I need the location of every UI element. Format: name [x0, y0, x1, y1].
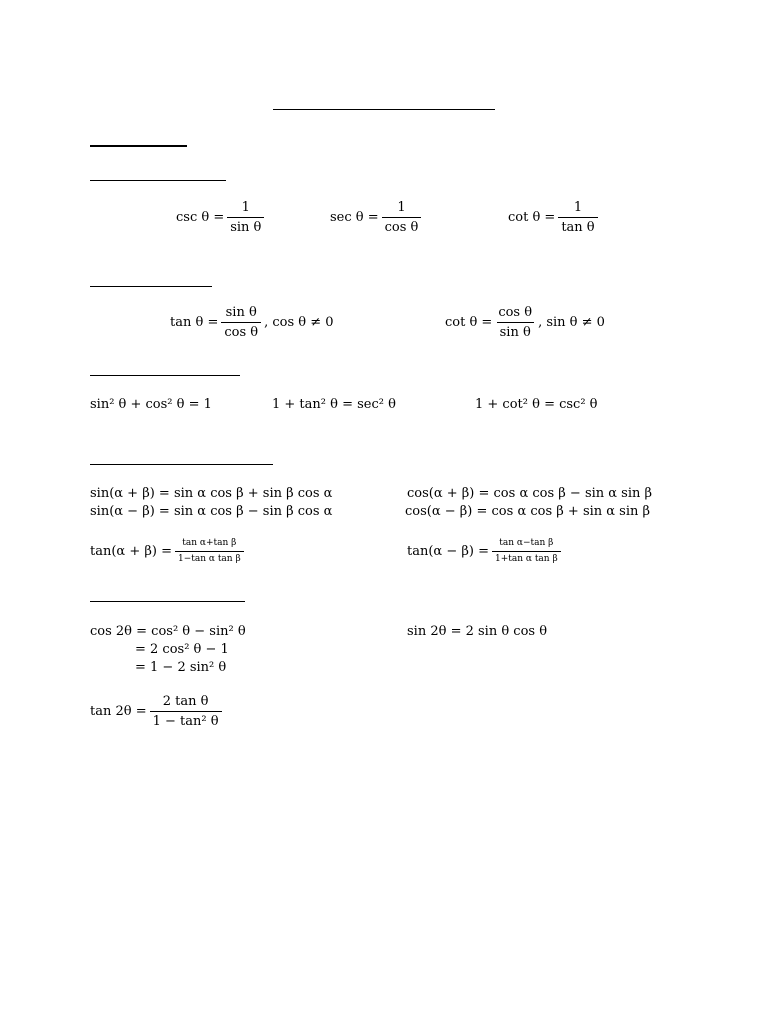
denominator: cos θ	[382, 217, 422, 234]
denominator: tan θ	[558, 217, 597, 234]
tan-double	[90, 695, 225, 728]
lhs: tan(α + β) =	[90, 544, 172, 559]
reciprocal-sec	[330, 201, 424, 234]
sin-difference: sin(α − β) = sin α cos β − sin β cos α	[90, 504, 333, 519]
numerator: 1	[397, 200, 406, 215]
denominator: 1−tan α tan β	[175, 551, 244, 564]
condition: , sin θ ≠ 0	[538, 315, 605, 330]
fraction	[175, 539, 244, 564]
cos-double-line-2: = 2 cos² θ − 1	[135, 642, 229, 657]
pythagorean-1: sin² θ + cos² θ = 1	[90, 397, 212, 412]
cos-double-line-1: cos 2θ = cos² θ − sin² θ	[90, 624, 246, 639]
pythagorean-2: 1 + tan² θ = sec² θ	[272, 397, 396, 412]
condition: , cos θ ≠ 0	[264, 315, 334, 330]
lhs: tan 2θ =	[90, 704, 147, 719]
quotient-cot	[445, 306, 605, 339]
fraction	[150, 695, 222, 728]
denominator: cos θ	[221, 322, 261, 339]
numerator: 2 tan θ	[162, 694, 209, 709]
numerator: 1	[241, 200, 250, 215]
section-heading-rule	[90, 145, 187, 147]
numerator: sin θ	[225, 305, 257, 320]
denominator: 1+tan α tan β	[492, 551, 561, 564]
title-rule	[273, 109, 495, 110]
numerator: tan α−tan β	[499, 538, 554, 548]
fraction	[382, 201, 422, 234]
cos-difference: cos(α − β) = cos α cos β + sin α sin β	[405, 504, 651, 519]
pythagorean-3: 1 + cot² θ = csc² θ	[475, 397, 598, 412]
lhs: tan(α − β) =	[407, 544, 489, 559]
tan-sum	[90, 539, 247, 564]
lhs: cot θ =	[508, 210, 556, 225]
fraction	[495, 306, 535, 339]
quotient-heading-rule	[90, 286, 212, 287]
double-angle-heading-rule	[90, 601, 245, 602]
numerator: tan α+tan β	[182, 538, 237, 548]
cos-double-line-3: = 1 − 2 sin² θ	[135, 660, 227, 675]
lhs: sec θ =	[330, 210, 379, 225]
sum-difference-heading-rule	[90, 464, 273, 465]
fraction	[492, 539, 561, 564]
fraction	[227, 201, 264, 234]
denominator: 1 − tan² θ	[150, 711, 222, 728]
cos-sum: cos(α + β) = cos α cos β − sin α sin β	[407, 486, 653, 501]
quotient-tan	[170, 306, 334, 339]
lhs: tan θ =	[170, 315, 219, 330]
numerator: cos θ	[498, 305, 533, 320]
fraction	[558, 201, 597, 234]
denominator: sin θ	[497, 322, 534, 339]
fraction	[221, 306, 261, 339]
sin-double: sin 2θ = 2 sin θ cos θ	[407, 624, 548, 639]
sin-sum: sin(α + β) = sin α cos β + sin β cos α	[90, 486, 333, 501]
lhs: csc θ =	[176, 210, 225, 225]
denominator: sin θ	[227, 217, 264, 234]
reciprocal-cot	[508, 201, 601, 234]
numerator: 1	[573, 200, 583, 215]
reciprocal-heading-rule	[90, 180, 226, 181]
pythagorean-heading-rule	[90, 375, 240, 376]
reciprocal-csc	[176, 201, 267, 234]
lhs: cot θ =	[445, 315, 493, 330]
tan-difference	[407, 539, 564, 564]
